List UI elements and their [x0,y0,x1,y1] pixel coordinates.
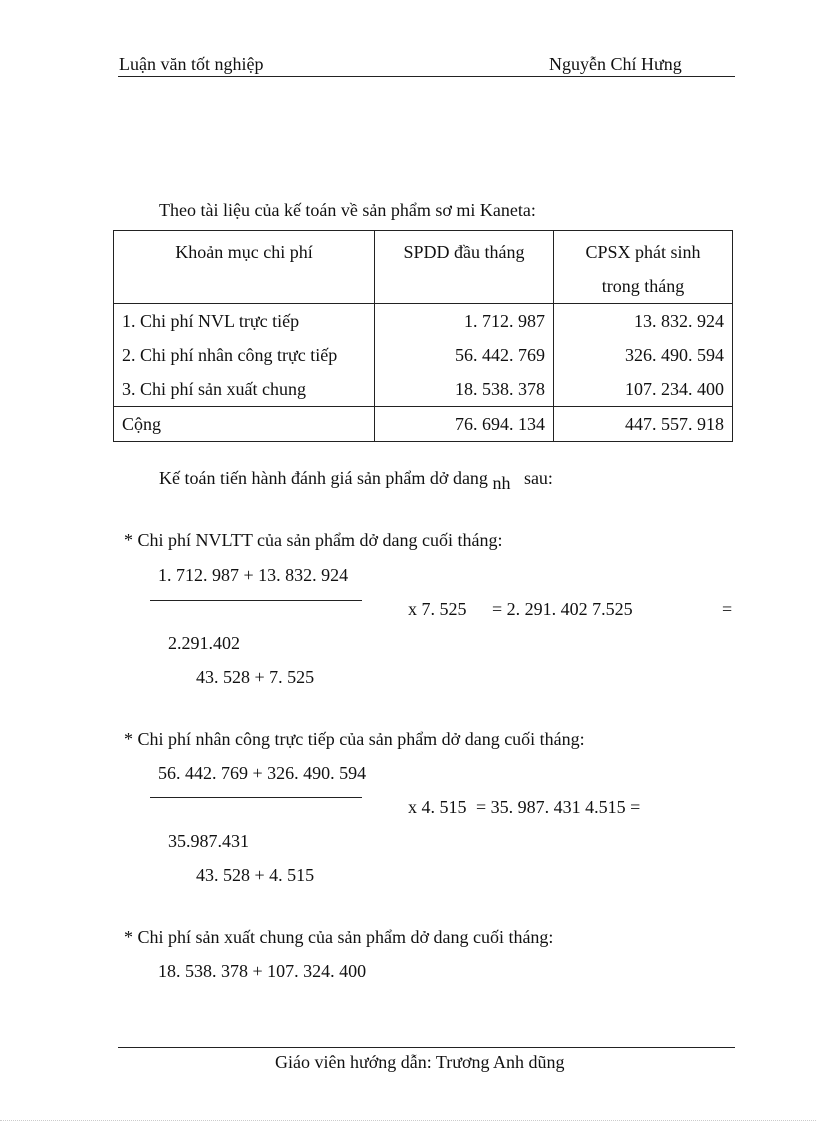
fraction-bar-labor [150,797,362,798]
section-title-nvl: * Chi phí NVLTT của sản phẩm dở dang cuối tháng: [124,530,503,550]
table-row [114,372,733,407]
header-rule [118,76,735,77]
evaluation-tail: sau: [523,468,553,488]
header-right: Nguyễn Chí Hưng [549,54,682,74]
footer-rule [118,1047,735,1048]
row-label: 3. Chi phí sản xuất chung [114,372,375,407]
value-labor: 35.987.431 [168,831,249,851]
fraction-bar-nvl [150,600,362,601]
header-cpsx-line1: CPSX phát sinh [585,242,701,262]
page-edge [0,1120,816,1121]
multiplier-nvl: x 7. 525 [408,599,467,619]
header-spdd: SPDD đầu tháng [375,231,554,304]
total-label: Cộng [114,407,375,442]
row-spdd: 1. 712. 987 [375,304,554,339]
row-cpsx: 13. 832. 924 [554,304,733,339]
value-nvl: 2.291.402 [168,633,240,653]
total-spdd: 76. 694. 134 [375,407,554,442]
row-cpsx: 326. 490. 594 [554,338,733,372]
multiplier-labor: x 4. 515 [408,797,467,817]
total-cpsx: 447. 557. 918 [554,407,733,442]
equals-nvl: = [722,599,733,619]
row-cpsx: 107. 234. 400 [554,372,733,407]
section-title-labor: * Chi phí nhân công trực tiếp của sản phẩm dở dang cuối tháng: [124,729,585,749]
header-cpsx [554,231,733,304]
row-spdd: 56. 442. 769 [375,338,554,372]
row-label: 2. Chi phí nhân công trực tiếp [114,338,375,372]
evaluation-main: Kế toán tiến hành đánh giá sản phẩm dở dang [159,468,488,488]
numerator-labor: 56. 442. 769 + 326. 490. 594 [158,763,367,783]
header-cpsx-line2: trong tháng [601,276,685,296]
section-title-overhead: * Chi phí sản xuất chung của sản phẩm dở dang cuối tháng: [124,927,554,947]
header-left: Luận văn tốt nghiệp [119,54,264,74]
intro-text: Theo tài liệu của kế toán về sản phẩm sơ mi Kaneta: [159,200,536,220]
denominator-labor: 43. 528 + 4. 515 [196,865,315,885]
numerator-nvl: 1. 712. 987 + 13. 832. 924 [158,565,349,585]
table-total-row [114,407,733,442]
numerator-overhead: 18. 538. 378 + 107. 324. 400 [158,961,367,981]
result-nvl: = 2. 291. 402 7.525 [492,599,633,619]
result-labor: = 35. 987. 431 4.515 = [476,797,641,817]
denominator-nvl: 43. 528 + 7. 525 [196,667,315,687]
evaluation-text [159,468,553,493]
table-row [114,304,733,339]
table-header-row [114,231,733,304]
table-row [114,338,733,372]
row-spdd: 18. 538. 378 [375,372,554,407]
evaluation-sub: nh [492,473,511,493]
cost-table [113,230,733,442]
footer-text: Giáo viên hướng dẫn: Trương Anh dũng [275,1052,565,1072]
row-label: 1. Chi phí NVL trực tiếp [114,304,375,339]
header-cost-item: Khoản mục chi phí [114,231,375,304]
